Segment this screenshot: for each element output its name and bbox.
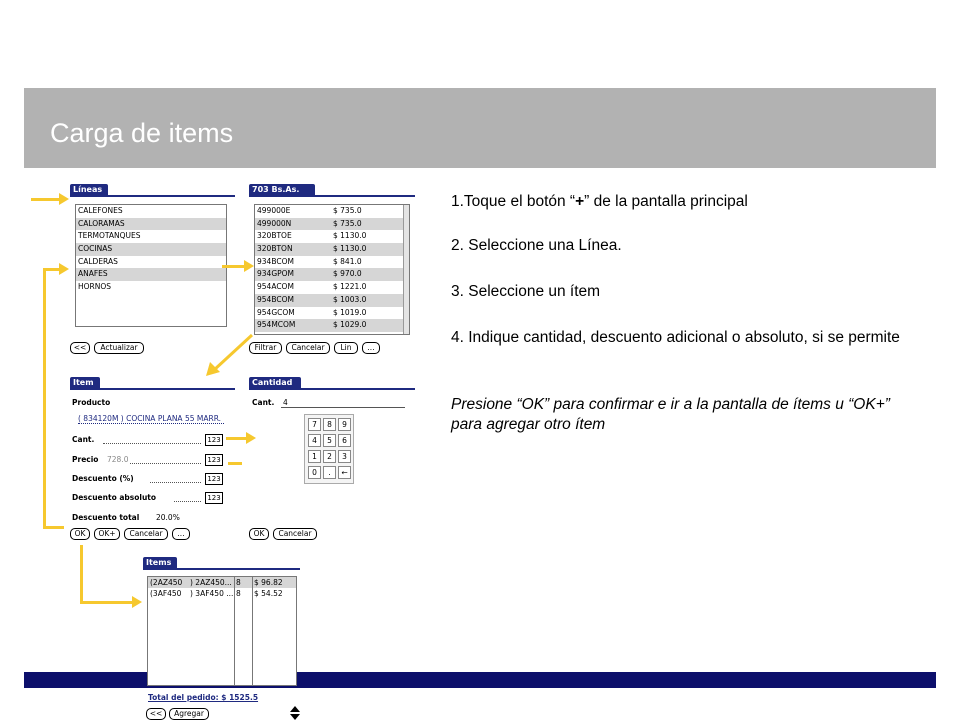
- producto-value[interactable]: ( 834120M ) COCINA PLANA 55 MARR.: [78, 414, 224, 424]
- keypad-key[interactable]: 8: [323, 418, 336, 431]
- step-4: 4. Indique cantidad, descuento adicional o absoluto, si se permite: [451, 329, 900, 346]
- step-3: 3. Seleccione un ítem: [451, 283, 601, 300]
- list-item[interactable]: CALORAMAS: [76, 218, 226, 231]
- productos-scrollbar[interactable]: [403, 205, 409, 334]
- productos-screen: [249, 184, 415, 356]
- table-row[interactable]: [255, 307, 403, 320]
- table-row[interactable]: [255, 218, 403, 231]
- more-button[interactable]: ...: [172, 528, 190, 540]
- items-header-rule: [143, 568, 300, 570]
- product-price: $ 735.0: [333, 206, 362, 215]
- table-row[interactable]: [255, 319, 403, 332]
- descuento-label: Descuento (%): [72, 474, 134, 483]
- item-amount: $ 54.52: [254, 589, 283, 598]
- precio-label: Precio: [72, 455, 99, 464]
- item-header: Item: [70, 377, 100, 388]
- item-desc: ) 2AZ450...: [190, 578, 232, 587]
- ok-button[interactable]: OK: [70, 528, 90, 540]
- back-button[interactable]: <<: [146, 708, 166, 720]
- productos-header-rule: [249, 195, 415, 197]
- precio-value: 728.0: [107, 455, 129, 464]
- desc-abs-field[interactable]: [174, 501, 201, 502]
- table-row[interactable]: [255, 256, 403, 269]
- list-item[interactable]: ANAFES: [76, 268, 226, 281]
- slide-title: Carga de items: [50, 118, 234, 148]
- step-2: 2. Seleccione una Línea.: [451, 237, 622, 254]
- filter-button[interactable]: Filtrar: [249, 342, 282, 354]
- plus-symbol: +: [575, 193, 585, 210]
- item-desc: ) 3AF450 ...: [190, 589, 234, 598]
- product-price: $ 1221.0: [333, 282, 367, 292]
- table-row[interactable]: [255, 205, 403, 218]
- product-price: $ 735.0: [333, 218, 362, 228]
- product-price: $ 1029.0: [333, 320, 367, 330]
- item-amount: $ 96.82: [254, 578, 283, 587]
- lineas-list[interactable]: [75, 204, 227, 327]
- keypad-key[interactable]: 2: [323, 450, 336, 463]
- lineas-header-rule: [70, 195, 235, 197]
- product-code: 320BTON: [257, 244, 293, 254]
- table-row[interactable]: [255, 243, 403, 256]
- add-button[interactable]: Agregar: [169, 708, 209, 720]
- step-1: 1.Toque el botón “+” de la pantalla principal: [451, 193, 748, 210]
- keypad-key[interactable]: 5: [323, 434, 336, 447]
- product-code: 954MCOM: [257, 320, 296, 330]
- item-header-rule: [70, 388, 235, 390]
- numeric-keypad: [304, 414, 354, 484]
- cantidad-header: Cantidad: [249, 377, 301, 388]
- product-code: 954GCOM: [257, 307, 295, 317]
- list-item[interactable]: HORNOS: [78, 282, 112, 292]
- keypad-key[interactable]: .: [323, 466, 336, 479]
- desc-abs-label: Descuento absoluto: [72, 493, 157, 502]
- keypad-key[interactable]: 1: [308, 450, 321, 463]
- confirm-note: Presione “OK” para confirmar e ir a la pantalla de ítems u “OK+” para agregar otro ítem: [451, 396, 890, 433]
- cantidad-label: Cant.: [252, 398, 275, 407]
- productos-list[interactable]: [254, 204, 410, 335]
- cantidad-value[interactable]: 4: [283, 398, 288, 407]
- product-code: 954ACOM: [257, 282, 294, 292]
- item-code: (2AZ450: [150, 578, 183, 587]
- return-marker: [228, 462, 242, 465]
- table-row[interactable]: [148, 577, 296, 588]
- table-row[interactable]: [255, 230, 403, 243]
- product-code: 320BTOE: [257, 231, 292, 241]
- product-price: $ 1130.0: [333, 244, 367, 254]
- cancel-button[interactable]: Cancelar: [124, 528, 168, 540]
- product-code: 934GPOM: [257, 269, 295, 279]
- lineas-header: Líneas: [70, 184, 108, 195]
- descuento-field[interactable]: [150, 482, 201, 483]
- product-price: $ 841.0: [333, 256, 362, 266]
- title-band: [24, 88, 936, 168]
- list-item[interactable]: CALDERAS: [78, 256, 118, 266]
- more-button[interactable]: ...: [362, 342, 380, 354]
- cantidad-header-rule: [249, 388, 415, 390]
- item-screen: [70, 377, 235, 545]
- keypad-key[interactable]: 4: [308, 434, 321, 447]
- item-code: (3AF450: [150, 589, 182, 598]
- items-header: Items: [143, 557, 177, 568]
- desc-total-value: 20.0%: [156, 513, 180, 522]
- item-qty: 8: [236, 578, 241, 587]
- product-price: $ 970.0: [333, 269, 362, 279]
- list-item[interactable]: TERMOTANQUES: [78, 231, 141, 241]
- cant-keypad-badge[interactable]: 123: [205, 434, 223, 446]
- ok-button[interactable]: OK: [249, 528, 269, 540]
- items-list[interactable]: [147, 576, 297, 686]
- producto-label: Producto: [72, 398, 111, 407]
- precio-keypad-badge[interactable]: 123: [205, 454, 223, 466]
- product-code: 954BCOM: [257, 294, 294, 304]
- list-item[interactable]: CALEFONES: [78, 206, 123, 215]
- order-total: Total del pedido: $ 1525.5: [148, 693, 259, 702]
- cantidad-screen: [249, 377, 415, 545]
- desc-total-label: Descuento total: [72, 513, 140, 522]
- item-qty: 8: [236, 589, 241, 598]
- product-price: $ 1019.0: [333, 307, 367, 317]
- cant-label: Cant.: [72, 435, 95, 444]
- okplus-button[interactable]: OK+: [94, 528, 120, 540]
- productos-header: 703 Bs.As.: [249, 184, 315, 195]
- table-row[interactable]: [255, 281, 403, 294]
- product-code: 934BCOM: [257, 256, 294, 266]
- scroll-arrows-icon[interactable]: [290, 706, 300, 720]
- product-code: 499000N: [257, 218, 292, 228]
- product-price: $ 1003.0: [333, 294, 367, 304]
- back-button[interactable]: <<: [70, 342, 90, 354]
- arrow-to-item-icon: [202, 330, 262, 380]
- cancel-button[interactable]: Cancelar: [273, 528, 317, 540]
- table-row[interactable]: [255, 294, 403, 307]
- cant-field[interactable]: [103, 443, 201, 444]
- desc-abs-keypad-badge[interactable]: 123: [205, 492, 223, 504]
- cantidad-field[interactable]: [281, 407, 405, 408]
- keypad-key[interactable]: 9: [338, 418, 351, 431]
- lin-button[interactable]: Lin: [334, 342, 358, 354]
- table-row[interactable]: [255, 268, 403, 281]
- product-code: 499000E: [257, 206, 291, 215]
- product-price: $ 1130.0: [333, 231, 367, 241]
- keypad-key[interactable]: 3: [338, 450, 351, 463]
- precio-field[interactable]: [130, 463, 201, 464]
- cancel-button[interactable]: Cancelar: [286, 342, 330, 354]
- items-screen: [143, 557, 300, 720]
- refresh-button[interactable]: Actualizar: [94, 342, 144, 354]
- table-row[interactable]: [148, 588, 296, 599]
- descuento-keypad-badge[interactable]: 123: [205, 473, 223, 485]
- keypad-key[interactable]: ←: [338, 466, 351, 479]
- list-item[interactable]: COCINAS: [76, 243, 226, 256]
- keypad-key[interactable]: 6: [338, 434, 351, 447]
- keypad-key[interactable]: 0: [308, 466, 321, 479]
- keypad-key[interactable]: 7: [308, 418, 321, 431]
